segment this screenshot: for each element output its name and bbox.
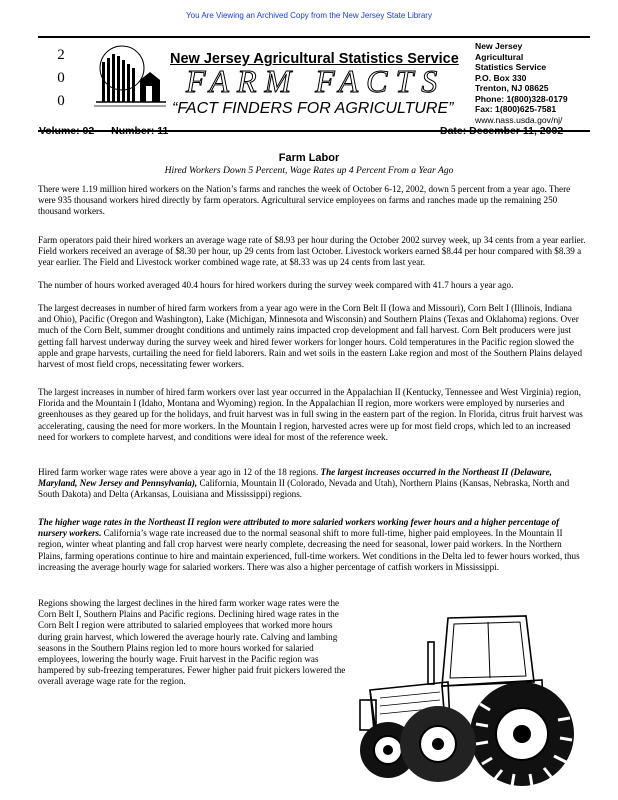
paragraph: The number of hours worked averaged 40.4 hours for hired workers during the survey week compared with 41.7 hours a year ago. xyxy=(38,280,514,290)
paragraph xyxy=(38,467,586,501)
website-link[interactable]: www.nass.usda.gov/nj/ xyxy=(475,114,563,125)
number-label: Number: 11 xyxy=(111,125,169,137)
phone-number: Phone: 1(800)328-0179 xyxy=(475,93,568,104)
paragraph: The largest decreases in number of hired farm workers from a year ago were in the Corn Belt II (Iowa and Missouri), Corn Belt I (Illinois, Indiana and Ohio), Pacific (Oregon and Washington), Lake (Michigan, Minnesota and Wisconsin) and Southern Plains (Texas and Oklahoma) regions. Over much of the Corn Belt, summer drought conditions and untimely rains impacted crop development and fall harvest. Corn Belt producers were just getting fall harvest underway during the survey week and hired fewer workers for longer hours. Cold temperatures in the Pacific region slowed the apple and grape harvests, curtailing the need for field laborers. Rain and wet soils in the eastern Lake region and most of the Southern Plains delayed harvest of most field crops, necessitating fewer workers. xyxy=(38,303,583,370)
year-digit: 0 xyxy=(57,93,65,109)
year-digits xyxy=(52,44,70,113)
volume-label: Volume: 02 xyxy=(39,125,95,137)
masthead xyxy=(38,36,590,132)
contact-line: New Jersey xyxy=(475,41,523,51)
issue-info xyxy=(39,125,182,137)
publication-title: FARM FACTS xyxy=(186,63,446,99)
paragraph-emphasis: The largest increases occurred in the Northeast II (Delaware, Maryland, New Jersey and Pennsylvania), xyxy=(38,467,552,489)
contact-block xyxy=(475,41,568,125)
year-digit: 0 xyxy=(57,70,65,86)
fax-number: Fax: 1(800)625-7581 xyxy=(475,104,557,114)
issue-date: Date: December 11, 2002 xyxy=(440,125,564,137)
paragraph: Regions showing the largest declines in the hired farm worker wage rates were the Corn Belt I, Southern Plains and Pacific regions. Declining hired wage rates in the Corn Belt I region were attributed to salaried employees that worked more hours during grain harvest, which lowered the average hourly rate. Calving and lambing seasons in the Southern Plains region led to more hours worked for salaried employees, lowering the hourly wage. Fruit harvest in the Pacific region was hampered by sub-freezing temperatures. Fewer higher paid fruit pickers lowered the overall average wage rate for the region. xyxy=(38,598,346,687)
paragraph-text: Hired farm worker wage rates were above a year ago in 12 of the 18 regions. xyxy=(38,467,321,477)
tractor-illustration xyxy=(330,612,582,790)
tagline: “FACT FINDERS FOR AGRICULTURE” xyxy=(172,100,454,117)
contact-line: Agricultural xyxy=(475,51,524,62)
paragraph: The largest increases in number of hired farm workers over last year occurred in the Appalachian II (Kentucky, Tennessee and West Virginia) region, Florida and the Mountain I (Idaho, Montana and Wyoming) region. In the Appalachian II region, more workers were employed by nurseries and greenhouses as they geared up for the holidays, and fruit harvest was in full swing in the eastern part of the region. In Florida, citrus fruit harvest was accelerating, causing the need for more workers. In the Mountain I region, harvested acres were up for most field crops, which led to an increased need for workers to complete harvest, and conditions were ideal for most of the reference week. xyxy=(38,387,583,442)
agency-name: New Jersey Agricultural Statistics Service xyxy=(170,51,459,67)
article-subtitle: Hired Workers Down 5 Percent, Wage Rates up 4 Percent From a Year Ago xyxy=(164,165,454,176)
year-digit: 2 xyxy=(57,47,65,63)
paragraph: Farm operators paid their hired workers an average wage rate of $8.93 per hour during the October 2002 survey week, up 34 cents from a year earlier. Field workers received an average of $8.30 per hour, up 29 cents from last October. Livestock workers earned $8.44 per hour compared with $8.39 a year earlier. The Field and Livestock worker combined wage rate, at $8.33 was up 24 cents from last year. xyxy=(38,235,586,268)
contact-line: P.O. Box 330 xyxy=(475,72,527,83)
paragraph: There were 1.19 million hired workers on the Nation’s farms and ranches the week of October 6-12, 2002, down 5 percent from a year ago. There were 935 thousand workers hired directly by farm operators. Agricultural service employees on farms and ranches made up the remaining 250 thousand workers. xyxy=(38,184,571,217)
contact-line: Trenton, NJ 08625 xyxy=(475,83,549,93)
archive-banner: You Are Viewing an Archived Copy from the New Jersey State Library xyxy=(186,11,432,20)
paragraph-text: California, Mountain II (Colorado, Nevada and Utah), Northern Plains (Kansas, Nebraska, North and South Dakota) and Delta (Arkansas, Louisiana and Mississippi) regions. xyxy=(38,478,570,500)
paragraph xyxy=(38,517,586,573)
paragraph-text: California’s wage rate increased due to the normal seasonal shift to more full-time, higher paid employees. In the Mountain II region, winter wheat planting and fall crop harvest were nearly complete, decreasing the need for seasonal, lower paid workers. In the Northern Plains, farming operations continue to hire and maintain experienced, full-time workers. Wet conditions in the Delta led to fewer hours worked, thus increasing the average hourly wage for salaried workers. There was also a higher percentage of catfish workers in Mississippi. xyxy=(38,528,580,572)
paragraph-emphasis: The higher wage rates in the Northeast II region were attributed to more salaried workers working fewer hours and a higher percentage of nursery workers. xyxy=(38,517,560,539)
contact-line: Statistics Service xyxy=(475,62,547,72)
barn-silo-logo xyxy=(88,42,168,112)
article-title: Farm Labor xyxy=(278,152,340,164)
